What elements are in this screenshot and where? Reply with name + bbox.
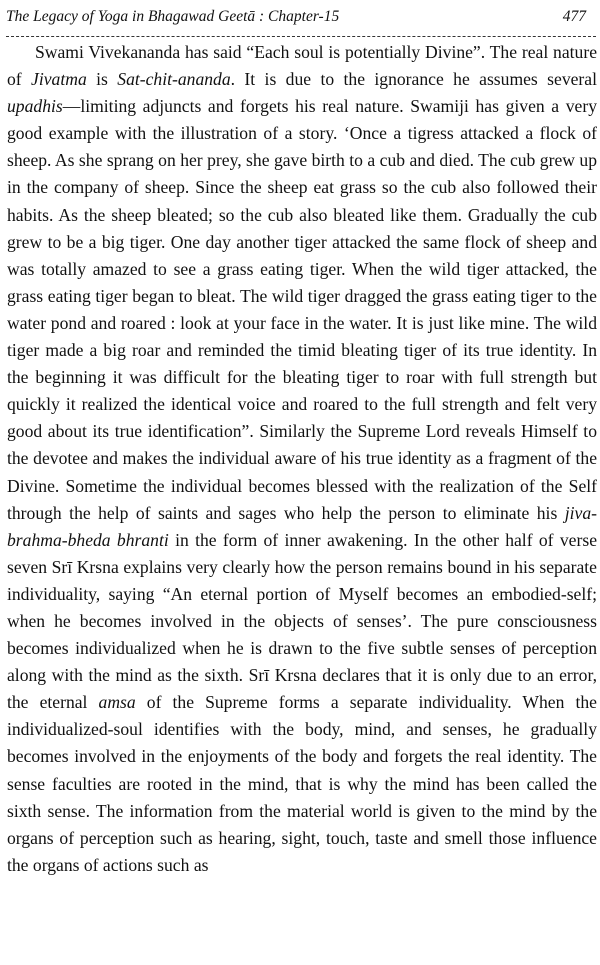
- paragraph: [7, 39, 597, 879]
- text-run: in the form of inner awakening. In the other half of verse seven Srī Krsna explains very clearly how the person remains bound in his separate individuality, saying “An eternal portion of Myself becomes an embodied-self; when he becomes involved in the objects of senses’. The pure consciousness becomes individualized when he is drawn to the five subtle senses of perception along with the mind as the sixth. Srī Krsna declares that it is only due to an error, the eternal: [7, 529, 597, 713]
- text-run: is: [86, 69, 118, 90]
- text-run: . It is due to the ignorance he assumes several: [230, 69, 597, 90]
- text-run: of the Supreme forms a separate individuality. When the individualized-soul identifies with the body, mind, and senses, he gradually becomes involved in the enjoyments of the body and forgets the real identity. The sense faculties are rooted in the mind, that is why the mind has been called the sixth sense. The information from the material world is given to the mind by the organs of perception such as hearing, sight, touch, taste and smell those influence the organs of actions such as: [7, 692, 597, 875]
- italic-term: Jivatma: [31, 69, 87, 90]
- text-run: Swami Vivekananda has said “Each soul is potentially Divine”. The real nature of: [7, 42, 597, 90]
- running-title: The Legacy of Yoga in Bhagawad Geetā : Chapter-15: [6, 8, 340, 25]
- text-run: —limiting adjuncts and forgets his real nature. Swamiji has given a very good example with the illustration of a story. ‘Once a tigress attacked a flock of sheep. As she sprang on her prey, she gave birth to a cub and died. The cub grew up in the company of sheep. Since the sheep eat grass so the cub also followed their habits. As the sheep bleated; so the cub also bleated like them. Gradually the cub grew to be a big tiger. One day another tiger attacked the same flock of sheep and was totally amazed to see a grass eating tiger. When the wild tiger attacked, the grass eating tiger began to bleat. The wild tiger dragged the grass eating tiger to the water pond and roared : look at your face in the water. It is just like mine. The wild tiger made a big roar and reminded the timid bleating tiger of its true identity. In the beginning it was difficult for the bleating tiger to roar with full strength but quickly it realized the identical voice and roared to the full strength and felt very good about its true identification”. Similarly the Supreme Lord reveals Himself to the devotee and makes the individual aware of his true identity as a fragment of the Divine. Sometime the individual becomes blessed with the realization of the Self through the help of saints and sages who help the person to eliminate his: [7, 96, 597, 523]
- italic-term: upadhis: [7, 96, 63, 117]
- italic-term: jiva-brahma-bheda bhranti: [7, 502, 597, 550]
- page-number: 477: [562, 8, 586, 25]
- page-header: [6, 2, 590, 32]
- body-text: [7, 39, 597, 879]
- header-rule: [6, 36, 596, 37]
- italic-term: amsa: [98, 692, 136, 713]
- italic-term: Sat-chit-ananda: [117, 69, 231, 90]
